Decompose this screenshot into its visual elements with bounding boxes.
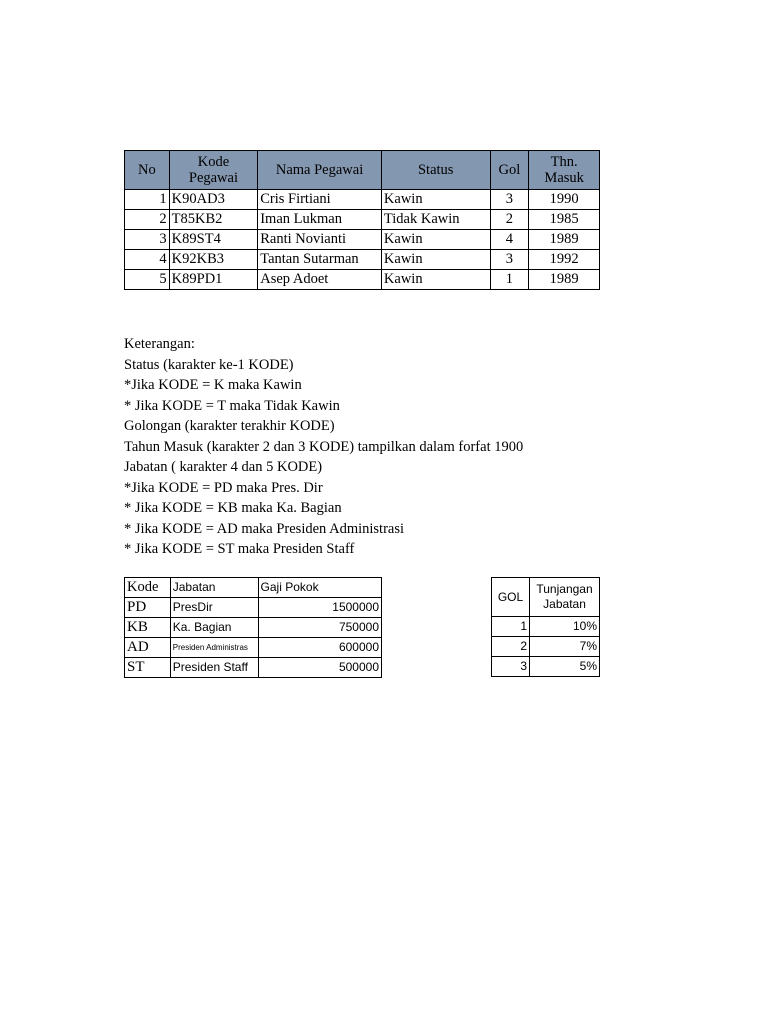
notes-section [124,334,523,560]
table-row [492,637,600,657]
cell-gol: 1 [492,617,530,637]
cell-gol: 3 [492,657,530,677]
note-line: * Jika KODE = ST maka Presiden Staff [124,541,355,557]
cell-kode: KB [125,618,171,638]
cell-gaji: 500000 [258,658,381,678]
note-line: *Jika KODE = PD maka Pres. Dir [124,479,323,496]
table-row [125,618,382,638]
header-tunjangan-line1: Tunjangan [536,582,593,596]
tunjangan-table-header [492,578,600,617]
cell-gol: 1 [490,270,529,290]
table-row [492,657,600,677]
cell-jabatan: Ka. Bagian [170,618,258,638]
header-tunjangan-line2: Jabatan [543,597,586,611]
header-kode-pegawai [169,151,258,190]
header-status: Status [381,151,490,190]
cell-gaji: 750000 [258,618,381,638]
table-row [125,638,382,658]
cell-gaji: 1500000 [258,598,381,618]
cell-no: 4 [125,250,170,270]
cell-jabatan: Presiden Staff [170,658,258,678]
employee-table-header [125,151,600,190]
cell-no: 3 [125,230,170,250]
cell-status: Kawin [381,230,490,250]
cell-no: 5 [125,270,170,290]
cell-kode: PD [125,598,171,618]
cell-nama: Tantan Sutarman [258,250,382,270]
header-gol: Gol [490,151,529,190]
cell-gol: 2 [492,637,530,657]
cell-no: 1 [125,190,170,210]
cell-thn: 1992 [529,250,600,270]
cell-kode: AD [125,638,171,658]
cell-kode: K90AD3 [169,190,258,210]
cell-tunjangan: 10% [530,617,600,637]
note-line: * Jika KODE = AD maka Presiden Administrasi [124,520,405,537]
cell-gol: 4 [490,230,529,250]
note-line: Tahun Masuk (karakter 2 dan 3 KODE) tampilkan dalam forfat 1900 [124,438,524,455]
cell-nama: Iman Lukman [258,210,382,230]
cell-tunjangan: 7% [530,637,600,657]
note-line: * Jika KODE = T maka Tidak Kawin [124,397,340,414]
note-line: Jabatan ( karakter 4 dan 5 KODE) [124,459,323,475]
header-thn-masuk [529,151,600,190]
header-kode-line2: Pegawai [188,170,238,186]
table-row [125,270,600,290]
cell-no: 2 [125,210,170,230]
cell-gol: 2 [490,210,529,230]
jabatan-table-header [125,578,382,598]
header-kode-line1: Kode [197,154,230,170]
cell-kode: K89ST4 [169,230,258,250]
cell-kode: K92KB3 [169,250,258,270]
header-nama-pegawai: Nama Pegawai [258,151,382,190]
cell-jabatan: Presiden Administras [170,638,258,658]
tunjangan-table [491,577,600,677]
header-gol: GOL [492,578,530,617]
note-line: *Jika KODE = K maka Kawin [124,377,302,393]
note-line: Status (karakter ke-1 KODE) [124,356,294,373]
note-line: * Jika KODE = KB maka Ka. Bagian [124,500,342,516]
cell-status: Tidak Kawin [381,210,490,230]
cell-gol: 3 [490,250,529,270]
cell-thn: 1989 [529,270,600,290]
table-row [125,658,382,678]
cell-nama: Asep Adoet [258,270,382,290]
cell-kode: ST [125,658,171,678]
header-jabatan: Jabatan [170,578,258,598]
cell-kode: T85KB2 [169,210,258,230]
notes-title: Keterangan: [124,336,195,352]
header-gaji-pokok: Gaji Pokok [258,578,381,598]
cell-jabatan: PresDir [170,598,258,618]
cell-gaji: 600000 [258,638,381,658]
cell-tunjangan: 5% [530,657,600,677]
cell-gol: 3 [490,190,529,210]
cell-status: Kawin [381,250,490,270]
note-line: Golongan (karakter terakhir KODE) [124,418,335,434]
table-row [125,210,600,230]
table-row [125,598,382,618]
cell-status: Kawin [381,270,490,290]
employee-table [124,150,600,290]
table-row [492,617,600,637]
table-row [125,230,600,250]
cell-thn: 1990 [529,190,600,210]
header-thn-line1: Thn. [550,154,578,170]
cell-nama: Cris Firtiani [258,190,382,210]
table-row [125,190,600,210]
header-kode: Kode [125,578,171,598]
jabatan-table [124,577,382,678]
header-tunjangan-jabatan [530,578,600,617]
cell-nama: Ranti Novianti [258,230,382,250]
cell-thn: 1985 [529,210,600,230]
cell-thn: 1989 [529,230,600,250]
table-row [125,250,600,270]
header-no: No [125,151,170,190]
cell-kode: K89PD1 [169,270,258,290]
cell-status: Kawin [381,190,490,210]
header-thn-line2: Masuk [544,170,584,186]
